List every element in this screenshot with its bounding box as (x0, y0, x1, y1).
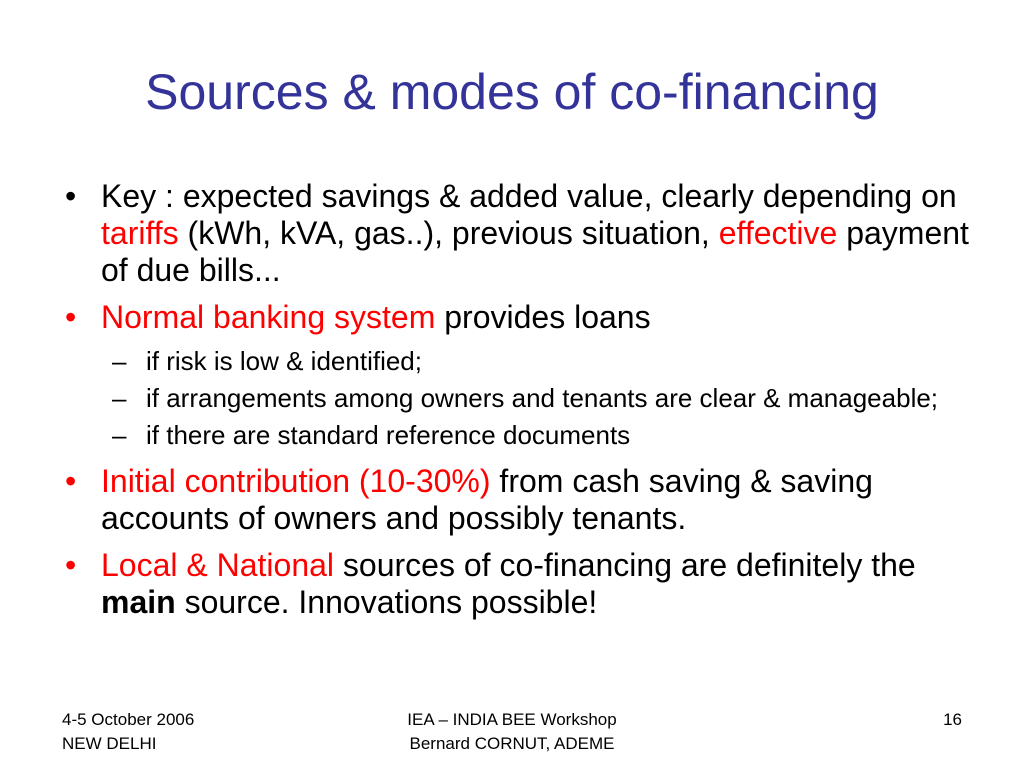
bullet-text: Key : expected savings & added value, clearly depending on (101, 178, 957, 214)
highlight-tariffs: tariffs (101, 215, 179, 251)
bullet-text: (kWh, kVA, gas..), previous situation, (178, 215, 719, 251)
dash-mark: – (112, 420, 127, 450)
dash-mark: – (112, 383, 127, 413)
bullet-text: payment of due bills... (101, 215, 969, 288)
highlight-effective: effective (718, 215, 838, 251)
sub-bullet-documents (60, 420, 980, 451)
footer-event: IEA – INDIA BEE Workshop (407, 710, 617, 729)
bullet-banking-system (60, 299, 980, 336)
footer-author: Bernard CORNUT, ADEME (409, 734, 615, 753)
bullet-text: provides loans (435, 299, 651, 335)
dash-mark: – (112, 346, 127, 376)
footer-place: NEW DELHI (62, 734, 157, 753)
sub-bullet-text: if risk is low & identified; (146, 346, 422, 376)
bullet-text: from cash saving & saving accounts of owners and possibly tenants. (101, 463, 873, 536)
highlight-initial-contribution: Initial contribution (10-30%) (101, 463, 491, 499)
bullet-initial-contribution (60, 463, 980, 537)
bullet-key-savings (60, 178, 980, 289)
bullet-mark: • (65, 178, 77, 214)
sub-bullet-risk (60, 346, 980, 377)
bullet-text: source. Innovations possible! (175, 584, 598, 620)
bullet-local-national (60, 547, 980, 621)
page-number: 16 (943, 710, 962, 729)
slide-body (60, 178, 980, 631)
bullet-mark: • (65, 299, 77, 335)
footer-event-author (312, 708, 712, 756)
emphasis-main: main (101, 584, 176, 620)
sub-bullet-arrangements (60, 383, 980, 414)
footer-page-number (900, 708, 962, 732)
footer-date-place (62, 708, 194, 756)
highlight-local-national: Local & National (101, 547, 335, 583)
footer-date: 4-5 October 2006 (62, 710, 195, 729)
highlight-banking-system: Normal banking system (101, 299, 436, 335)
bullet-mark: • (65, 463, 77, 499)
bullet-mark: • (65, 547, 77, 583)
sub-bullet-text: if there are standard reference documents (146, 420, 631, 450)
slide-title: Sources & modes of co-financing (145, 64, 879, 120)
sub-bullet-text: if arrangements among owners and tenants are clear & manageable; (146, 383, 939, 413)
bullet-text: sources of co-financing are definitely the (334, 547, 916, 583)
